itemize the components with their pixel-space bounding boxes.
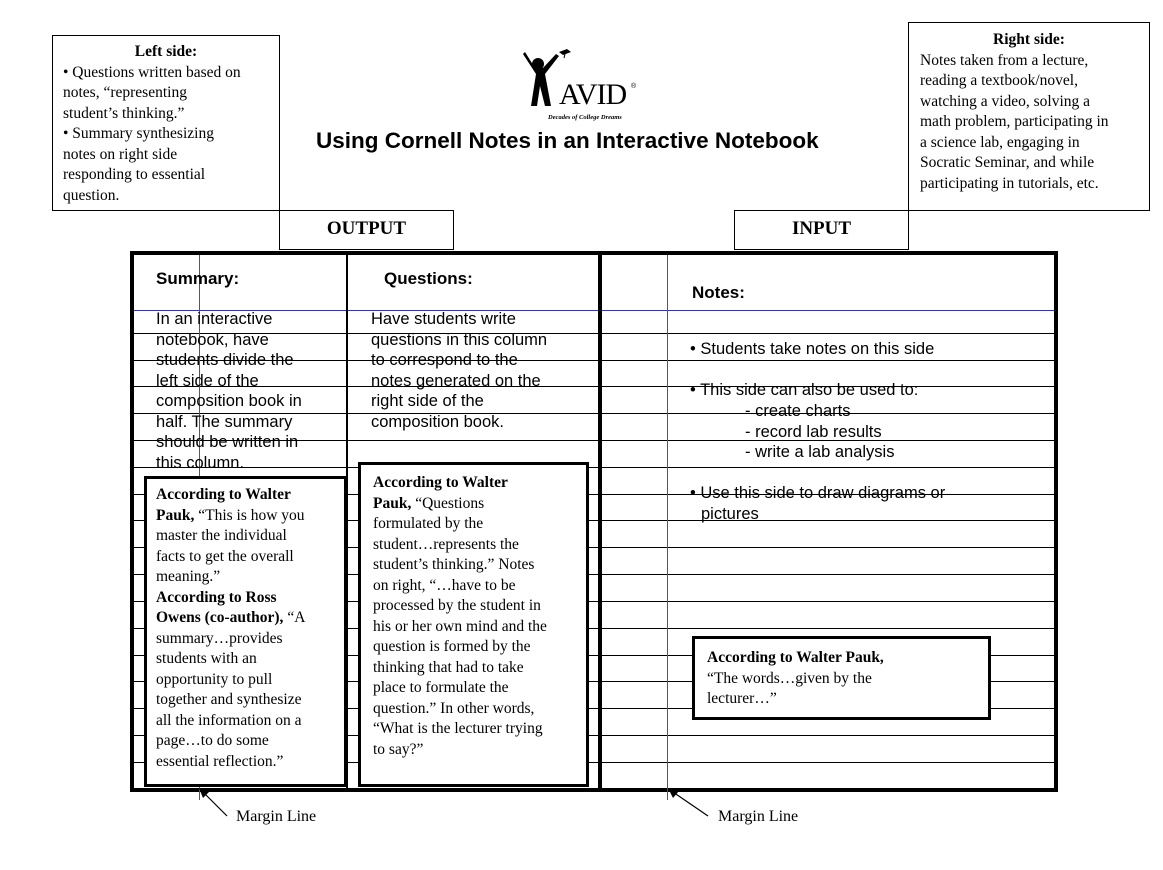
quote-line: “What is the lecturer trying [373,720,543,737]
questions-quote-box [358,462,589,787]
quote-line: opportunity to pull [156,670,273,688]
left-margin-arrow-icon [195,784,235,820]
quote-line [373,473,574,494]
questions-line: Have students write [371,310,516,328]
notes-bullet-1: • Students take notes on this side [690,340,935,358]
quote-author: According to Walter Pauk, [707,649,884,666]
quote-line: “The words…given by the [707,669,872,687]
quote-text: “Questions [411,494,485,512]
quote-line: together and synthesize [156,691,302,708]
quote-line: facts to get the overall [156,547,294,565]
quote-line [373,494,574,515]
quote-line: summary…provides [156,629,283,647]
notes-sub-item: - write a lab analysis [745,443,895,461]
questions-text [371,309,596,432]
summary-line: this column. [156,453,245,472]
quote-line: place to formulate the [373,679,509,696]
questions-line: questions in this column [371,330,548,349]
questions-line: composition book. [371,412,504,431]
summary-line: half. The summary [156,412,293,431]
quote-line [156,485,335,506]
left-side-line: notes, “representing [63,84,187,101]
summary-line: should be written in [156,433,299,451]
summary-line: notebook, have [156,330,269,349]
right-side-line: reading a textbook/novel, [920,72,1078,89]
right-margin-arrow-icon [664,784,714,820]
quote-line: master the individual [156,527,287,544]
output-input-divider [598,255,602,788]
left-side-line: • Questions written based on [63,63,241,81]
notes-quote-box [692,636,991,720]
quote-line: essential reflection.” [156,752,284,770]
quote-line [156,588,335,609]
quote-line [156,608,335,629]
quote-author: According to Walter [373,474,508,491]
quote-author: Owens (co-author), [156,609,284,626]
summary-line: In an interactive [156,310,273,328]
quote-author: According to Ross [156,588,277,606]
right-side-heading: Right side: [993,31,1065,48]
left-side-line: question. [63,186,120,204]
questions-line: to correspond to the [371,351,518,369]
quote-line: meaning.” [156,568,221,585]
left-side-heading: Left side: [134,43,198,60]
output-label: OUTPUT [279,210,454,250]
notes-bullet-3: • Use this side to draw diagrams or [690,484,946,502]
summary-text [156,309,346,473]
quote-line: lecturer…” [707,690,777,707]
right-side-line: a science lab, engaging in [920,133,1080,151]
right-margin-label: Margin Line [718,808,799,825]
notes-bullet-2: • This side can also be used to: [690,381,919,399]
notes-bullet-3-cont: pictures [701,505,759,523]
notes-heading: Notes: [692,283,745,302]
page-title: Using Cornell Notes in an Interactive Notebook [316,128,819,153]
quote-line: to say?” [373,740,424,758]
quote-line: question.” In other words, [373,699,535,717]
right-side-line: participating in tutorials, etc. [920,174,1099,192]
quote-line: on right, “…have to be [373,576,516,594]
right-side-callout [908,22,1150,211]
left-side-callout [52,35,280,211]
left-margin-label: Margin Line [236,808,317,825]
right-margin-line [667,255,668,800]
quote-author: Pauk, [156,506,195,524]
right-side-line: Socratic Seminar, and while [920,154,1095,171]
quote-line: student…represents the [373,535,519,553]
notes-sub-item: - create charts [745,402,851,420]
summary-line: students divide the [156,351,294,369]
quote-line [707,648,976,669]
quote-line: student’s thinking.” Notes [373,556,535,573]
questions-heading: Questions: [384,269,473,288]
quote-line: formulated by the [373,515,484,532]
quote-line: students with an [156,650,257,667]
notes-sub-item: - record lab results [745,423,882,441]
summary-line: left side of the [156,371,259,390]
questions-line: right side of the [371,392,484,410]
quote-line: thinking that had to take [373,658,524,676]
summary-heading: Summary: [156,269,240,288]
left-side-line: • Summary synthesizing [63,125,214,142]
summary-quote-box [144,476,347,787]
avid-logo [515,48,645,124]
quote-line: question is formed by the [373,638,531,655]
left-side-line: responding to essential [63,166,206,183]
quote-line: processed by the student in [373,597,541,614]
avid-logo-text: AVID [559,78,627,111]
right-side-line: watching a video, solving a [920,92,1091,110]
quote-author: Pauk, [373,494,412,512]
quote-line: his or her own mind and the [373,617,547,635]
left-side-line: student’s thinking.” [63,104,185,122]
quote-author: According to Walter [156,486,291,503]
quote-line: page…to do some [156,732,269,749]
left-side-line: notes on right side [63,145,178,163]
questions-line: notes generated on the [371,371,541,390]
right-side-line: Notes taken from a lecture, [920,51,1089,69]
registered-mark: ® [631,83,637,90]
quote-text: “This is how you [194,506,305,524]
quote-line [156,506,335,527]
quote-line: all the information on a [156,711,302,729]
summary-line: composition book in [156,392,302,410]
quote-text: “A [283,609,306,626]
input-label: INPUT [734,210,909,250]
avid-tagline: Decades of College Dreams [548,114,622,121]
right-side-line: math problem, participating in [920,113,1109,130]
